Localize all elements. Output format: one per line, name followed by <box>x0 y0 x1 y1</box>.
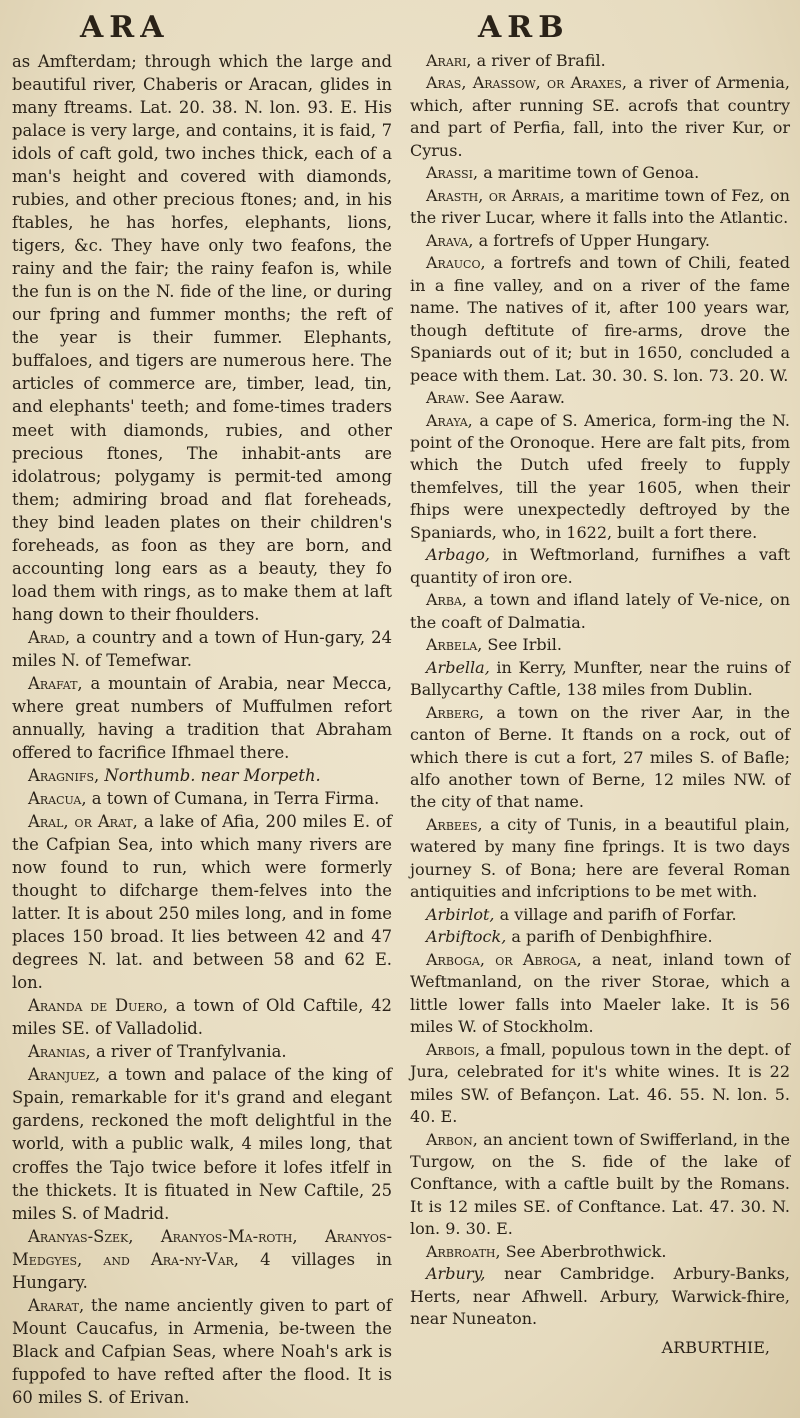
entry-text: in Kerry, Munfter, near the ruins of Ballycarthy Caftle, 138 miles from Dublin. <box>410 657 790 700</box>
entry-headword: Arba, <box>426 590 467 610</box>
entry-text: See Irbil. <box>487 635 562 655</box>
entry-headword: Aranda de Duero, <box>28 996 168 1016</box>
running-head-right: ARB <box>478 10 570 45</box>
entry-text: a river of Armenia, which, after running SE. acrofs that country and part of Perfia, fall, into the river Kur, or Cyrus. <box>410 73 790 160</box>
gazetteer-entry <box>12 1063 392 1224</box>
entry-headword: Arbury, <box>426 1264 486 1284</box>
entry-headword: Arberg, <box>426 702 485 722</box>
entry-text: a fmall, populous town in the dept. of Jura, celebrated for it's white wines. It is 22 miles SW. of Befançon. Lat. 46. 55. N. lon. 5. 40. E. <box>410 1039 790 1127</box>
entry-headword: Ararat, <box>28 1295 85 1315</box>
gazetteer-entry <box>410 185 790 230</box>
gazetteer-entry <box>410 657 790 702</box>
entry-text: as Amfterdam; through which the large and beautiful river, Chaberis or Aracan, glides in many ftreams. Lat. 20. 38. N. lon. 93. E. His palace is very large, and contains, it is faid, 7 idols of caft gold, two inches thick, each of a man's height and covered with diamonds, rubies, and other precious ftones; and, in his ftables, he has horfes, elephants, lions, tigers, &c. They have only two feafons, the rainy and the fair; the rainy feafon is, while the fun is on the N. fide of the line, or during our fpring and fummer months; the reft of the year is their fummer. Elephants, buffaloes, and tigers are numerous here. The articles of commerce are, timber, lead, tin, and elephants' teeth; and fome-times traders meet with diamonds, rubies, and other precious ftones, The inhabit-ants are idolatrous; polygamy is permit-ted among them; admiring broad and flat foreheads, they bind leaden plates on their children's foreheads, as foon as they are born, and accounting long ears as a beauty, they fo load them with rings, as to make them at laft hang down to their fhoulders. <box>12 52 392 624</box>
gazetteer-entry <box>12 994 392 1040</box>
gazetteer-entry <box>12 672 392 764</box>
gazetteer-entry <box>410 1241 790 1263</box>
entry-headword: Arava, <box>426 230 474 250</box>
entry-text: a neat, inland town of Weftmanland, on the river Storae, which a little lower falls into Maeler lake. It is 56 miles W. of Stockholm. <box>410 949 791 1037</box>
gazetteer-entry <box>12 626 392 672</box>
entry-headword: Arbois, <box>426 1039 481 1059</box>
running-head-left: ARA <box>80 10 170 45</box>
entry-text: a maritime town of Genoa. <box>483 163 700 183</box>
entry-text: a town of Old Caftile, 42 miles SE. of Valladolid. <box>12 996 392 1039</box>
entry-headword: Arari, <box>426 51 472 70</box>
entry-text: a mountain of Arabia, near Mecca, where great numbers of Muffulmen refort annually, having a tradition that Abraham offered to facrifice Ifhmael there. <box>12 673 392 762</box>
entry-text: near Cambridge. Arbury-Banks, Herts, near Afhwell. Arbury, Warwick-fhire, near Nuneaton. <box>410 1264 790 1329</box>
entry-text: a town of Cumana, in Terra Firma. <box>91 789 380 808</box>
gazetteer-entry <box>12 1040 392 1063</box>
entry-text: a river of Tranfylvania. <box>95 1042 287 1062</box>
gazetteer-entry <box>12 1225 392 1294</box>
gazetteer-entry <box>410 702 790 814</box>
entry-headword: Arauco, <box>426 253 486 273</box>
gazetteer-entry <box>410 926 790 948</box>
entry-text: See Aberbrothwick. <box>505 1241 667 1261</box>
entry-text: a fortrefs of Upper Hungary. <box>478 230 710 250</box>
entry-headword: Arad, <box>28 627 71 647</box>
entry-text: a parifh of Denbighfhire. <box>511 927 713 947</box>
entry-headword: Araya, <box>426 410 473 430</box>
entry-text: a town and palace of the king of Spain, remarkable for it's grand and elegant gardens, reckoned the moft delightful in the world, with a public walk, 4 miles long, that croffes the Tajo twice before it lofes itfelf in the thickets. It is fituated in New Caftile, 25 miles S. of Madrid. <box>12 1065 392 1223</box>
entry-headword: Aranias, <box>28 1042 91 1062</box>
gazetteer-entry <box>410 589 790 634</box>
right-column <box>410 50 790 1359</box>
entry-headword: Arbago, <box>426 545 490 565</box>
entry-headword: Arbon, <box>426 1129 478 1149</box>
entry-headword: Arbela, <box>426 635 483 655</box>
gazetteer-entry <box>410 544 790 589</box>
entry-headword: Arbella, <box>426 657 490 677</box>
entry-headword: Aral, or Arat, <box>28 812 138 832</box>
entry-text: in Weftmorland, furnifhes a vaft quantity of iron ore. <box>410 545 790 587</box>
catchword: ARBURTHIE, <box>661 1337 770 1357</box>
entry-text: the name anciently given to part of Mount Caucafus, in Armenia, be-tween the Black and Cafpian Seas, where Noah's ark is fuppofed to have refted after the flood. It is 60 miles S. of Erivan. <box>12 1295 392 1407</box>
gazetteer-entry <box>410 230 790 252</box>
left-column <box>12 50 392 1409</box>
gazetteer-entry <box>410 1263 790 1330</box>
entry-headword: Arbiftock, <box>426 927 507 947</box>
entry-text: a cape of S. America, form-ing the N. point of the Oronoque. Here are falt pits, from which the Dutch ufed freely to fupply themfelves, till the year 1605, when their fhips were unexpectedly deftroyed by the Spaniards, who, in 1622, built a fort there. <box>410 410 791 542</box>
entry-headword: Arbirlot, <box>426 904 495 924</box>
entry-text: Northumb. near Morpeth. <box>104 765 321 785</box>
entry-headword: Aranjuez, <box>28 1065 101 1085</box>
entry-text: 4 villages in Hungary. <box>12 1249 392 1292</box>
running-header <box>0 10 800 44</box>
entry-text: an ancient town of Swifferland, in the Turgow, on the S. fide of the lake of Conftance, with a caftle built by the Romans. It is 12 miles SE. of Conftance. Lat. 47. 30. N. lon. 9. 30. E. <box>410 1129 790 1239</box>
entry-headword: Aranyas-Szek, Aranyos-Ma-roth, Aranyos-Medgyes, and Ara-ny-Var, <box>12 1226 392 1269</box>
entry-headword: Araw. <box>426 388 470 408</box>
entry-text: a town on the river Aar, in the canton of Berne. It ftands on a rock, out of which there is cut a fort, 27 miles S. of Bafle; alfo another town of Berne, 12 miles NW. of the city of that name. <box>410 702 790 812</box>
entry-headword: Aracua, <box>28 789 87 808</box>
entry-text: a city of Tunis, in a beautiful plain, watered by many fine fprings. It is two days journey S. of Bona; here are feveral Roman antiquities and infcriptions to be met with. <box>410 814 790 902</box>
gazetteer-entry <box>410 904 790 926</box>
gazetteer-entry <box>410 72 790 162</box>
entry-headword: Arassi, <box>426 163 479 183</box>
gazetteer-entry <box>410 50 790 72</box>
entry-text: a lake of Afia, 200 miles E. of the Cafpian Sea, into which many rivers are now found to run, which were formerly thought to difcharge them-felves into the latter. It is about 250 miles long, and in fome places 150 broad. It lies between 42 and 47 degrees N. lat. and between 58 and 62 E. lon. <box>12 812 392 993</box>
gazetteer-entry <box>410 387 790 409</box>
entry-text: a country and a town of Hun-gary, 24 miles N. of Temefwar. <box>12 627 392 670</box>
gazetteer-entry <box>12 1294 392 1409</box>
gazetteer-entry <box>410 634 790 656</box>
entry-headword: Aragnifs, <box>28 765 100 785</box>
gazetteer-entry <box>410 814 790 904</box>
gazetteer-entry <box>12 810 392 994</box>
entry-text: a town and ifland lately of Ve-nice, on the coaft of Dalmatia. <box>410 590 790 632</box>
gazetteer-entry <box>410 949 790 1039</box>
gazetteer-entry <box>12 50 392 626</box>
entry-text: a fortrefs and town of Chili, feated in a fine valley, and on a river of the fame name. The natives of it, after 100 years war, though deftitute of fire-arms, drove the Spaniards out of it; but in 1650, concluded a peace with them. Lat. 30. 30. S. lon. 73. 20. W. <box>410 253 790 385</box>
gazetteer-entry <box>12 764 392 787</box>
gazetteer-entry <box>410 162 790 184</box>
gazetteer-entry <box>12 787 392 810</box>
entry-text: a maritime town of Fez, on the river Lucar, where it falls into the Atlantic. <box>410 185 790 228</box>
entry-headword: Aras, Arassow, or Araxes, <box>426 73 627 93</box>
entry-headword: Arbroath, <box>426 1241 501 1261</box>
entry-headword: Arboga, or Abroga, <box>426 949 582 969</box>
gazetteer-entry <box>410 410 790 545</box>
entry-headword: Arafat, <box>28 673 83 693</box>
gazetteer-entry <box>410 252 790 387</box>
entry-text: a village and parifh of Forfar. <box>499 904 737 924</box>
gazetteer-entry <box>410 1039 790 1129</box>
entry-text: a river of Brafil. <box>476 51 606 70</box>
entry-text: See Aaraw. <box>474 388 565 408</box>
gazetteer-entry <box>410 1129 790 1241</box>
entry-headword: Arasth, or Arrais, <box>426 185 565 205</box>
entry-headword: Arbees, <box>426 814 483 834</box>
